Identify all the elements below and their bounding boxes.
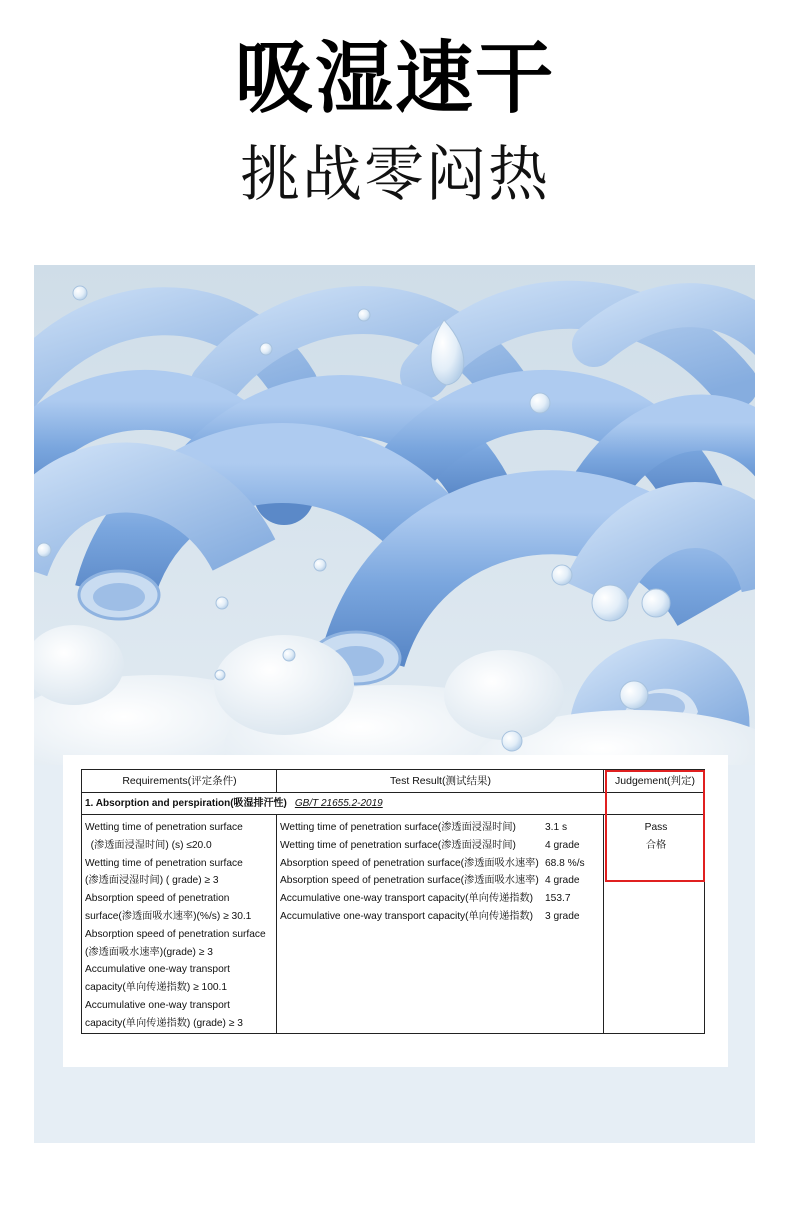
column-header-judgement: Judgement(判定): [615, 775, 695, 787]
judgement-pass: Pass: [644, 822, 668, 833]
result-row: [280, 819, 580, 837]
result-row: [280, 855, 585, 873]
judgement-highlight-box: [605, 770, 705, 882]
requirement-line: Absorption speed of penetration surface: [85, 928, 266, 940]
section-label-cn: 吸湿排汗性: [233, 798, 284, 809]
requirement-line: (渗透面浸湿时间) (s) ≤20.0: [85, 839, 212, 851]
result-label: Absorption speed of penetration surface(渗透面吸水速率): [280, 875, 539, 887]
requirement-line: (渗透面吸水速率)(grade) ≥ 3: [85, 946, 213, 958]
section-label: 1. Absorption and perspiration(: [85, 798, 234, 809]
section-title: [85, 793, 383, 815]
requirement-line: capacity(单向传递指数) (grade) ≥ 3: [85, 1017, 243, 1029]
result-label: Accumulative one-way transport capacity(单向传递指数): [280, 893, 534, 905]
result-row: [280, 908, 580, 926]
standard-code: GB/T 21655.2-2019: [294, 798, 383, 809]
result-row: [280, 872, 580, 890]
test-report: [63, 755, 728, 1067]
fabric-illustration-panel: [34, 265, 755, 1143]
section-label-end: ): [283, 798, 287, 809]
result-value: 153.7: [545, 893, 571, 905]
result-label: Wetting time of penetration surface(渗透面浸湿时间): [280, 839, 516, 851]
result-label: Absorption speed of penetration surface(渗透面吸水速率): [280, 857, 539, 869]
page-subtitle: 挑战零闷热: [240, 140, 550, 210]
result-value: 4 grade: [545, 839, 580, 851]
requirement-line: Wetting time of penetration surface: [85, 822, 243, 833]
result-label: Wetting time of penetration surface(渗透面浸湿时间): [280, 822, 516, 833]
result-value: 68.8 %/s: [545, 857, 585, 869]
divider: [603, 770, 604, 792]
divider: [276, 770, 277, 792]
result-label: Accumulative one-way transport capacity(单向传递指数): [280, 910, 534, 922]
result-value: 3 grade: [545, 910, 580, 922]
requirement-line: surface(渗透面吸水速率)(%/s) ≥ 30.1: [85, 910, 252, 922]
judgement-pass-cn: 合格: [645, 839, 667, 851]
divider: [603, 815, 604, 1033]
requirement-line: Wetting time of penetration surface: [85, 857, 243, 869]
requirements-column: [85, 819, 277, 1033]
requirement-line: Absorption speed of penetration: [85, 893, 230, 905]
requirement-line: Accumulative one-way transport: [85, 999, 230, 1011]
column-header-requirements: Requirements(评定条件): [122, 775, 237, 787]
result-value: 4 grade: [545, 875, 580, 887]
requirement-line: capacity(单向传递指数) ≥ 100.1: [85, 982, 228, 994]
result-value: 3.1 s: [545, 822, 568, 833]
requirement-line: Accumulative one-way transport: [85, 964, 230, 976]
result-row: [280, 890, 580, 908]
result-row: [280, 837, 580, 855]
requirement-line: (渗透面浸湿时间) ( grade) ≥ 3: [85, 875, 219, 887]
page-title: 吸湿速干: [234, 34, 555, 124]
results-column: [280, 819, 585, 926]
column-header-test-result: Test Result(测试结果): [390, 775, 491, 787]
